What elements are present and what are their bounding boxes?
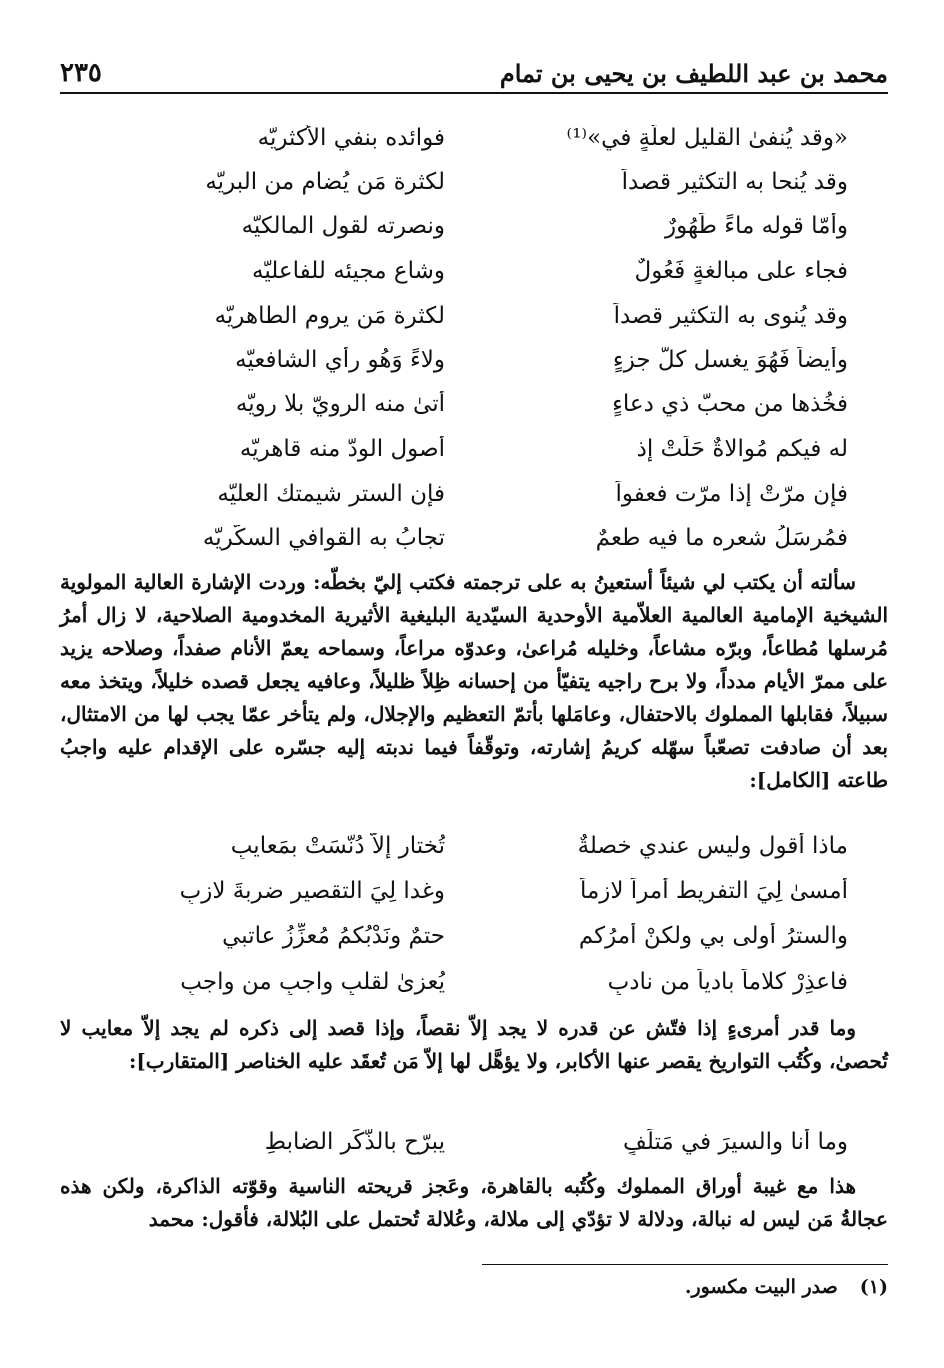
paragraph-text: سألته أن يكتب لي شيئاً أستعينُ به على ترجمته فكتب إليّ بخطّه: وردت الإشارة العالية المولوية الشيخية الإمامية العالمية العلاّمية الأوحدية السيّدية البليغية الأثيرية المخدومية الصلاحية، لا زال أمرُ مُرسلها مُطاعاً، وبرّه مشاعاً، وخليله مُراعىٰ، وعدوّه مراعاً، وسماحه يعمّ الأنام صفداً، وصلاحه يزيد على ممرّ الأيام مدداً، ولا برح راجيه يتفيّأ من إحسانه ظِلاً ظليلاً، وعافيه يجعل قصده خليلاً، ويتخذ معه سبيلاً، فقابلها المملوك بالاحتفال، وعامَلها بأتمّ التعظيم والإجلال، ولم يتأخر عمّا يجب لها من الامتثال، بعد أن صادفت تصعّباً سهّله كريمُ إشارته، وتوقّفاً فيما ندبته إليه جسّره على الإقدام عليه واجبُ طاعته [الكامل]:	[60, 570, 888, 792]
verse-first-hemistich: فإن مرّتْ إذا مرّت فعفواً	[615, 481, 848, 507]
verse-line	[100, 826, 848, 866]
verse-first-hemistich: ماذا أقول وليس عندي خصلةٌ	[577, 833, 848, 859]
verse-first-hemistich: وقد يُنحا به التكثير قصداً	[621, 169, 848, 195]
verse-line	[100, 871, 848, 911]
header-rule	[60, 92, 888, 94]
verse-second-hemistich: حتمٌ ونَدْبُكمُ مُعزِّزُ عاتبي	[222, 923, 445, 949]
verse-line	[100, 518, 848, 558]
verse-second-hemistich: وشاع مجيئه للفاعليّه	[252, 258, 445, 284]
verse-line	[100, 118, 848, 158]
verse-first-hemistich: فخُذها من محبّ ذي دعاءٍ	[612, 391, 848, 417]
verse-second-hemistich: ونصرته لقول المالكيّه	[241, 213, 445, 239]
prose-paragraph	[60, 1170, 888, 1236]
paragraph-text: هذا مع غيبة أوراق المملوك وكُتُبه بالقاهرة، وعَجز قريحته الناسية وقوّته الذاكرة، ولكن هذه عجالةُ مَن ليس له نبالة، ودلالة لا تؤدّي إلى ملالة، وعُلالة تُحتمل على البُلالة، فأقول: محمد	[60, 1174, 888, 1231]
verse-first-hemistich: «وقد يُنفىٰ القليل لعلّةٍ في»⁽¹⁾	[566, 125, 848, 151]
verse-line	[100, 429, 848, 469]
verse-line	[100, 384, 848, 424]
verse-first-hemistich: فجاء على مبالغةٍ فَعُولٌ	[634, 258, 848, 284]
verse-second-hemistich: فوائده بنفي الأكثريّه	[257, 125, 445, 151]
verse-second-hemistich: فإن الستر شيمتك العليّه	[217, 481, 445, 507]
verse-second-hemistich: وغدا لِيَ التقصير ضربةَ لازبِ	[179, 878, 445, 904]
verse-line	[100, 251, 848, 291]
verse-first-hemistich: وأيضاً فَهُوَ يغسل كلّ جزءٍ	[612, 347, 848, 373]
verse-first-hemistich: وقد يُنوى به التكثير قصداً	[613, 303, 848, 329]
verse-second-hemistich: لكثرة مَن يروم الطاهريّه	[214, 303, 445, 329]
verse-second-hemistich: يبرّح بالذَّكَر الضابطِ	[264, 1129, 445, 1155]
verse-second-hemistich: ولاءً وَهُو رأي الشافعيّه	[235, 347, 445, 373]
verse-line	[100, 1122, 848, 1162]
verse-first-hemistich: فاعذِرْ كلاماً بادياً من نادبٍ	[607, 969, 848, 995]
verse-line	[100, 474, 848, 514]
verse-line	[100, 162, 848, 202]
verse-line	[100, 962, 848, 1002]
verse-line	[100, 340, 848, 380]
verse-first-hemistich: أمسىٰ لِيَ التفريط أمراً لازماً	[579, 878, 848, 904]
verse-first-hemistich: والسترُ أولى بي ولكنْ أمرُكم	[578, 923, 848, 949]
page-header	[60, 48, 888, 88]
prose-paragraph	[60, 1012, 888, 1078]
verse-line	[100, 916, 848, 956]
footnote-rule	[482, 1264, 888, 1265]
prose-paragraph	[60, 566, 888, 797]
verse-line	[100, 206, 848, 246]
verse-first-hemistich: وما أنا والسيرَ في مَتلَفٍ	[623, 1129, 848, 1155]
running-title: محمد بن عبد اللطيف بن يحيى بن تمام	[499, 59, 888, 88]
footnote-marker: (١)	[859, 1276, 888, 1298]
verse-first-hemistich: له فيكم مُوالاةٌ حَلَتْ إذ	[636, 436, 848, 462]
verse-second-hemistich: لكثرة مَن يُضام من البريّه	[205, 169, 445, 195]
verse-second-hemistich: أتىٰ منه الرويّ بلا رويّه	[235, 391, 445, 417]
footnote	[60, 1276, 888, 1298]
verse-second-hemistich: يُعزىٰ لقلبٍ واجبٍ من واجبِ	[180, 969, 445, 995]
paragraph-text: وما قدر أمرىءٍ إذا فتّش عن قدره لا يجد إلاّ نقصاً، وإذا قصد إلى ذكره لم يجد إلاّ معايب لا تُحصىٰ، وكُتُب التواريخ يقصر عنها الأكابر، ولا يؤهَّل لها إلاّ مَن تُعقَد عليه الخناصر [المتقارب]:	[60, 1016, 888, 1073]
verse-second-hemistich: تجابُ به القوافي السكّريّه	[202, 525, 445, 551]
page-number: ٢٣٥	[60, 58, 102, 88]
footnote-text: صدر البيت مكسور.	[684, 1276, 838, 1298]
verse-line	[100, 296, 848, 336]
verse-first-hemistich: وأمّا قوله ماءً طَهُورٌ	[664, 213, 848, 239]
verse-second-hemistich: تُختار إلاّ دُنّسَتْ بمَعايبِ	[230, 833, 445, 859]
verse-first-hemistich: فمُرسَلُ شعره ما فيه طعمٌ	[595, 525, 848, 551]
verse-second-hemistich: أصول الودّ منه قاهريّه	[239, 436, 445, 462]
